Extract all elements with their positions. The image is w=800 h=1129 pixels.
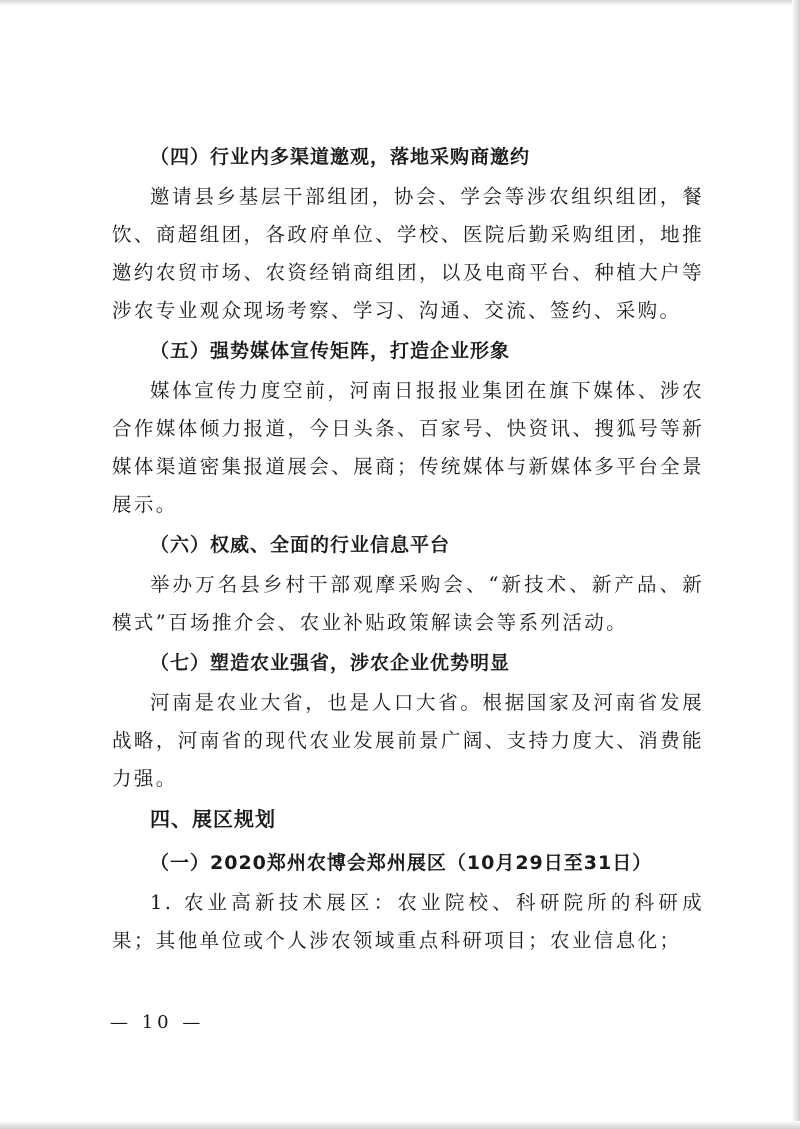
para-zone-1: 1. 农业高新技术展区：农业院校、科研院所的科研成果；其他单位或个人涉农领域重点科研项目；农业信息化； <box>112 891 704 952</box>
section-4: 四、展区规划 <box>150 807 276 831</box>
para-5: 媒体宣传力度空前，河南日报报业集团在旗下媒体、涉农合作媒体倾力报道，今日头条、百家号、快资讯、搜狐号等新媒体渠道密集报道展会、展商；传统媒体与新媒体多平台全景展示。 <box>112 379 704 516</box>
scan-edge-right <box>792 0 800 1129</box>
heading-zone-1: （一）2020郑州农博会郑州展区（10月29日至31日） <box>150 852 653 874</box>
para-4: 邀请县乡基层干部组团，协会、学会等涉农组织组团，餐饮、商超组团，各政府单位、学校、医院后勤采购组团，地推邀约农贸市场、农资经销商组团，以及电商平台、种植大户等涉农专业观众现场考察、学习、沟通、交流、签约、采购。 <box>112 185 704 322</box>
para-7: 河南是农业大省，也是人口大省。根据国家及河南省发展战略，河南省的现代农业发展前景广阔、支持力度大、消费能力强。 <box>112 691 704 790</box>
para-6: 举办万名县乡村干部观摩采购会、“新技术、新产品、新模式”百场推介会、农业补贴政策解读会等系列活动。 <box>112 573 704 634</box>
heading-7: （七）塑造农业强省，涉农企业优势明显 <box>150 652 511 674</box>
heading-4: （四）行业内多渠道邀观，落地采购商邀约 <box>150 146 531 168</box>
scan-edge-top <box>0 0 800 6</box>
page-number: — 10 — <box>110 1012 205 1033</box>
heading-5: （五）强势媒体宣传矩阵，打造企业形象 <box>150 340 511 362</box>
heading-6: （六）权威、全面的行业信息平台 <box>150 534 451 556</box>
document-body <box>112 138 704 962</box>
scan-edge-bottom <box>0 1121 800 1129</box>
